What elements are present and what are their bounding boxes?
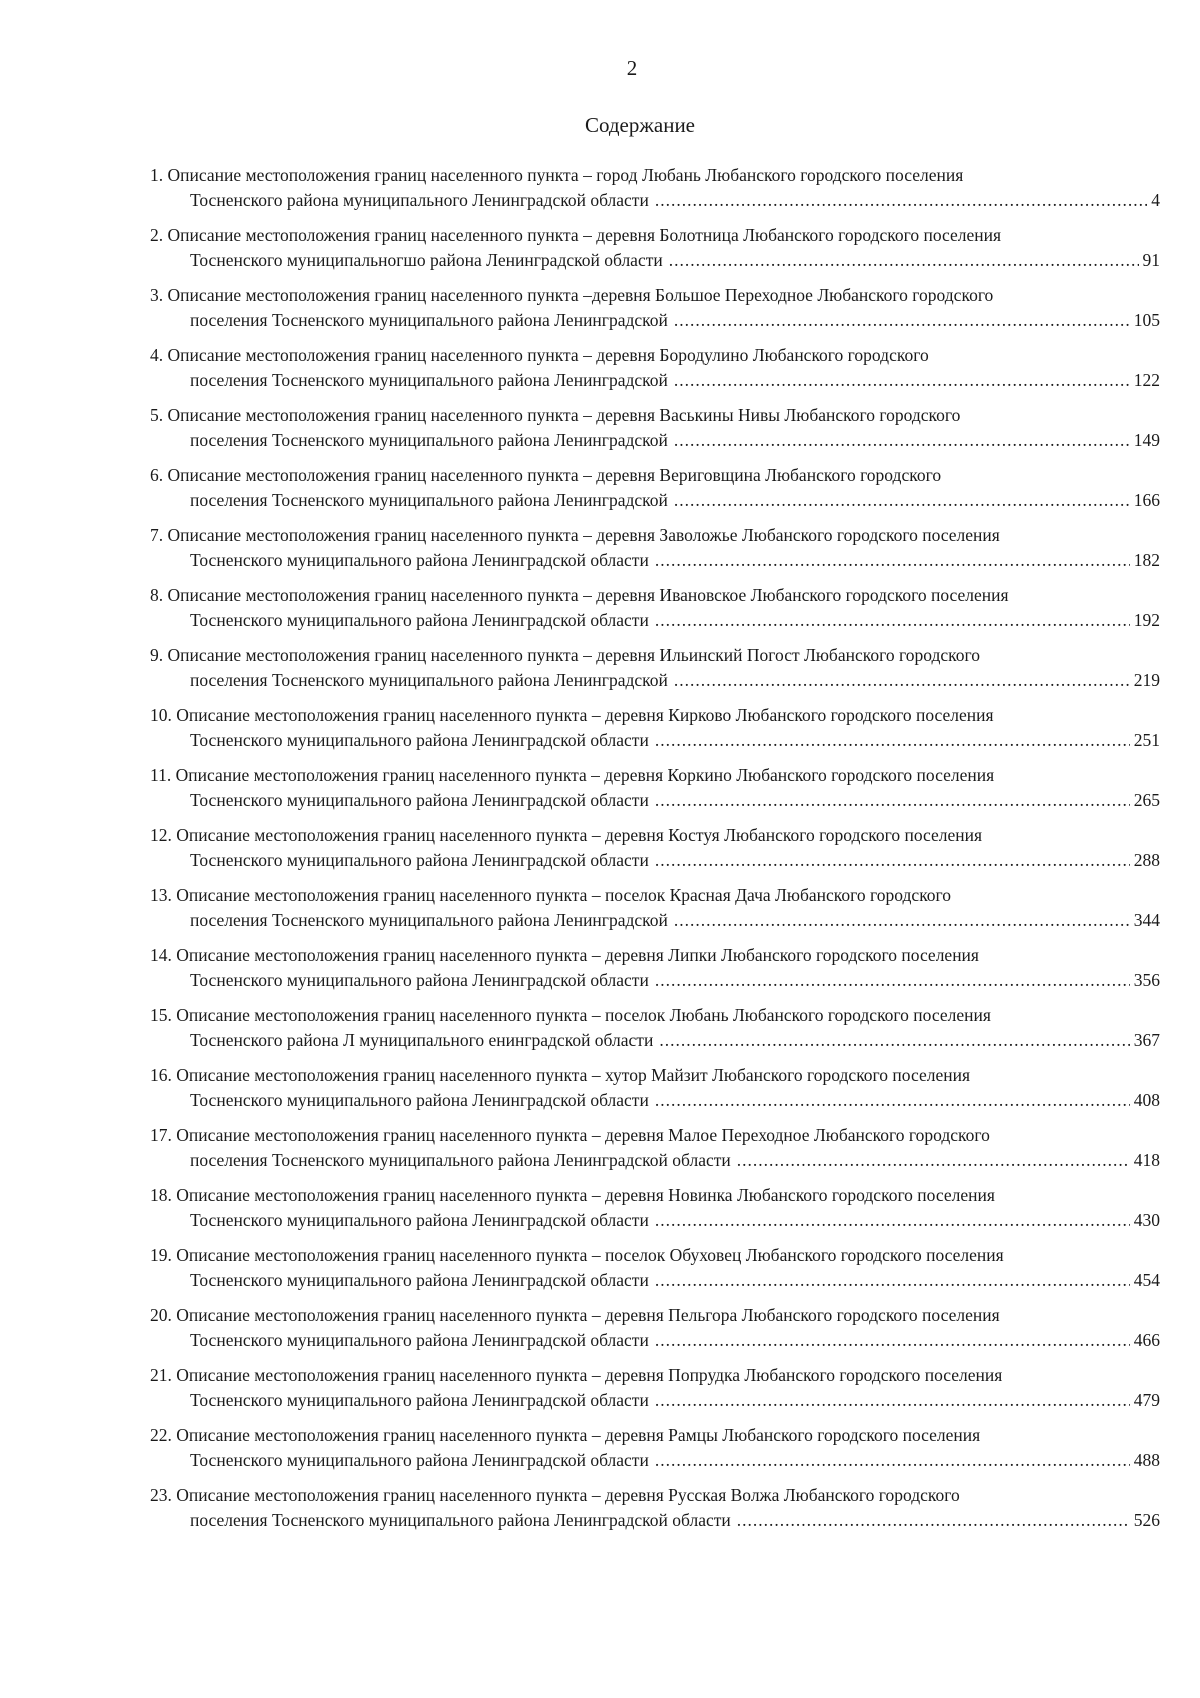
toc-entry-continuation-text: Тосненского муниципальногшо района Ленинградской области [190,250,663,270]
toc-page-number: 418 [1133,1150,1160,1170]
toc-entry-continuation-text: Тосненского муниципального района Ленинградской области [190,1210,649,1230]
toc-entry-heading: 2. Описание местоположения границ населенного пункта – деревня Болотница Любанского городского поселения [150,225,1002,245]
toc-entry[interactable] [150,523,1160,583]
toc-entry-heading: 16. Описание местоположения границ населенного пункта – хутор Майзит Любанского городского поселения [150,1065,971,1085]
toc-entry-continuation-text: Тосненского района Л муниципального енинградской области [190,1030,654,1050]
toc-dot-leader [655,1448,1130,1473]
toc-entry-continuation-text: поселения Тосненского муниципального района Ленинградской [190,370,668,390]
toc-page-number: 466 [1133,1330,1160,1350]
toc-entry-heading: 4. Описание местоположения границ населенного пункта – деревня Бородулино Любанского городского [150,345,929,365]
page-number: 2 [626,56,638,80]
toc-entry-continuation [150,548,1160,573]
toc-entry[interactable] [150,703,1160,763]
toc-entry-heading: 17. Описание местоположения границ населенного пункта – деревня Малое Переходное Любанского городского [150,1125,990,1145]
toc-entry[interactable] [150,163,1160,223]
toc-page-number: 356 [1133,970,1160,990]
toc-entry-heading: 5. Описание местоположения границ населенного пункта – деревня Васькины Нивы Любанского городского [150,405,961,425]
toc-entry-continuation [150,488,1160,513]
toc-entry-heading: 20. Описание местоположения границ населенного пункта – деревня Пельгора Любанского городского поселения [150,1305,1000,1325]
toc-dot-leader [674,488,1130,513]
toc-entry[interactable] [150,223,1160,283]
toc-entry-heading: 19. Описание местоположения границ населенного пункта – поселок Обуховец Любанского городского поселения [150,1245,1004,1265]
toc-entry-continuation-text: Тосненского муниципального района Ленинградской области [190,970,649,990]
toc-entry-heading: 13. Описание местоположения границ населенного пункта – поселок Красная Дача Любанского городского [150,885,952,905]
toc-page-number: 105 [1133,310,1160,330]
toc-entry[interactable] [150,283,1160,343]
toc-entry-continuation [150,908,1160,933]
toc-page-number: 251 [1133,730,1160,750]
toc-dot-leader [674,368,1130,393]
toc-entry-heading: 23. Описание местоположения границ населенного пункта – деревня Русская Волжа Любанского городского [150,1485,960,1505]
toc-page-number: 488 [1133,1450,1160,1470]
toc-page-number: 166 [1133,490,1160,510]
toc-entry-heading: 11. Описание местоположения границ населенного пункта – деревня Коркино Любанского городского поселения [150,765,995,785]
toc-entry-heading: 14. Описание местоположения границ населенного пункта – деревня Липки Любанского городского поселения [150,945,979,965]
toc-page-number: 367 [1133,1030,1160,1050]
toc-entry-continuation-text: Тосненского муниципального района Ленинградской области [190,730,649,750]
toc-page-number: 479 [1133,1390,1160,1410]
toc-dot-leader [655,1088,1130,1113]
toc-entry[interactable] [150,1003,1160,1063]
toc-page-number: 408 [1133,1090,1160,1110]
toc-entry-heading: 3. Описание местоположения границ населенного пункта –деревня Большое Переходное Любанского городского [150,285,994,305]
toc-dot-leader [655,1388,1130,1413]
toc-entry[interactable] [150,583,1160,643]
toc-entry-continuation-text: Тосненского муниципального района Ленинградской области [190,1390,649,1410]
toc-entry-heading: 1. Описание местоположения границ населенного пункта – город Любань Любанского городского поселения [150,165,964,185]
toc-entry-continuation [150,1388,1160,1413]
toc-page-number: 192 [1133,610,1160,630]
toc-entry[interactable] [150,1183,1160,1243]
toc-entry-heading: 21. Описание местоположения границ населенного пункта – деревня Попрудка Любанского городского поселения [150,1365,1003,1385]
toc-title: Содержание [584,113,696,137]
toc-page-number: 526 [1133,1510,1160,1530]
toc-entry[interactable] [150,943,1160,1003]
toc-entry-heading: 15. Описание местоположения границ населенного пункта – поселок Любань Любанского городского поселения [150,1005,991,1025]
toc-entry-continuation-text: Тосненского муниципального района Ленинградской области [190,1270,649,1290]
toc-dot-leader [674,308,1130,333]
toc-dot-leader [674,908,1130,933]
toc-entry[interactable] [150,403,1160,463]
toc-entry-continuation-text: Тосненского муниципального района Ленинградской области [190,610,649,630]
toc-entry-continuation-text: поселения Тосненского муниципального района Ленинградской [190,910,668,930]
toc-entry-heading: 9. Описание местоположения границ населенного пункта – деревня Ильинский Погост Любанского городского [150,645,980,665]
toc-entry[interactable] [150,463,1160,523]
toc-page-number: 430 [1133,1210,1160,1230]
toc-entry-continuation [150,728,1160,753]
toc-dot-leader [737,1148,1130,1173]
toc-entry[interactable] [150,763,1160,823]
toc-entry-continuation [150,1088,1160,1113]
toc-entry-continuation [150,968,1160,993]
table-of-contents [150,163,1160,1543]
toc-entry-continuation [150,308,1160,333]
toc-page-number: 149 [1133,430,1160,450]
toc-entry[interactable] [150,883,1160,943]
toc-entry-heading: 7. Описание местоположения границ населенного пункта – деревня Заволожье Любанского городского поселения [150,525,1000,545]
toc-entry-continuation-text: Тосненского муниципального района Ленинградской области [190,1090,649,1110]
toc-dot-leader [655,1268,1130,1293]
toc-entry-continuation-text: поселения Тосненского муниципального района Ленинградской области [190,1510,731,1530]
toc-dot-leader [655,188,1147,213]
toc-entry-continuation [150,1268,1160,1293]
toc-dot-leader [655,968,1130,993]
toc-entry-continuation [150,428,1160,453]
toc-entry-heading: 6. Описание местоположения границ населенного пункта – деревня Вериговщина Любанского городского [150,465,942,485]
toc-entry-continuation-text: Тосненского района муниципального Ленинградской области [190,190,649,210]
toc-dot-leader [655,1328,1130,1353]
toc-dot-leader [655,1208,1130,1233]
toc-page-number: 91 [1142,250,1160,270]
toc-page-number: 288 [1133,850,1160,870]
toc-entry[interactable] [150,1063,1160,1123]
toc-entry-continuation [150,1328,1160,1353]
toc-entry-heading: 12. Описание местоположения границ населенного пункта – деревня Костуя Любанского городского поселения [150,825,983,845]
toc-entry-continuation [150,1448,1160,1473]
toc-entry[interactable] [150,1243,1160,1303]
toc-entry-heading: 18. Описание местоположения границ населенного пункта – деревня Новинка Любанского городского поселения [150,1185,995,1205]
toc-entry-heading: 8. Описание местоположения границ населенного пункта – деревня Ивановское Любанского городского поселения [150,585,1009,605]
toc-entry-continuation-text: поселения Тосненского муниципального района Ленинградской [190,670,668,690]
toc-entry-continuation-text: поселения Тосненского муниципального района Ленинградской [190,430,668,450]
toc-dot-leader [655,608,1130,633]
toc-dot-leader [659,1028,1129,1053]
toc-entry[interactable] [150,1123,1160,1183]
toc-entry-continuation-text: Тосненского муниципального района Ленинградской области [190,790,649,810]
toc-entry[interactable] [150,1423,1160,1483]
toc-dot-leader [655,788,1130,813]
toc-entry-continuation-text: Тосненского муниципального района Ленинградской области [190,850,649,870]
toc-entry-continuation [150,1208,1160,1233]
toc-dot-leader [655,548,1130,573]
toc-entry-continuation [150,248,1160,273]
toc-entry-continuation-text: Тосненского муниципального района Ленинградской области [190,1330,649,1350]
toc-entry-continuation-text: поселения Тосненского муниципального района Ленинградской [190,490,668,510]
toc-entry-continuation [150,788,1160,813]
toc-page-number: 454 [1133,1270,1160,1290]
toc-dot-leader [655,728,1130,753]
toc-entry[interactable] [150,1363,1160,1423]
toc-page-number: 182 [1133,550,1160,570]
toc-entry-continuation [150,1028,1160,1053]
toc-entry-heading: 10. Описание местоположения границ населенного пункта – деревня Кирково Любанского городского поселения [150,705,994,725]
toc-dot-leader [655,848,1130,873]
toc-page-number: 4 [1151,190,1160,210]
toc-entry[interactable] [150,343,1160,403]
toc-entry-continuation [150,848,1160,873]
toc-dot-leader [669,248,1139,273]
toc-dot-leader [674,668,1130,693]
toc-entry-continuation-text: Тосненского муниципального района Ленинградской области [190,550,649,570]
toc-entry-continuation [150,188,1160,213]
toc-entry-continuation-text: поселения Тосненского муниципального района Ленинградской области [190,1150,731,1170]
toc-entry[interactable] [150,1303,1160,1363]
toc-page-number: 122 [1133,370,1160,390]
toc-entry[interactable] [150,823,1160,883]
toc-dot-leader [737,1508,1130,1533]
toc-entry[interactable] [150,1483,1160,1543]
toc-entry-continuation-text: Тосненского муниципального района Ленинградской области [190,1450,649,1470]
toc-page-number: 219 [1133,670,1160,690]
toc-page-number: 265 [1133,790,1160,810]
toc-entry-continuation [150,368,1160,393]
toc-entry[interactable] [150,643,1160,703]
toc-page-number: 344 [1133,910,1160,930]
toc-dot-leader [674,428,1130,453]
toc-entry-continuation [150,608,1160,633]
toc-entry-continuation [150,1148,1160,1173]
toc-entry-continuation [150,1508,1160,1533]
toc-entry-heading: 22. Описание местоположения границ населенного пункта – деревня Рамцы Любанского городского поселения [150,1425,981,1445]
toc-entry-continuation [150,668,1160,693]
toc-entry-continuation-text: поселения Тосненского муниципального района Ленинградской [190,310,668,330]
